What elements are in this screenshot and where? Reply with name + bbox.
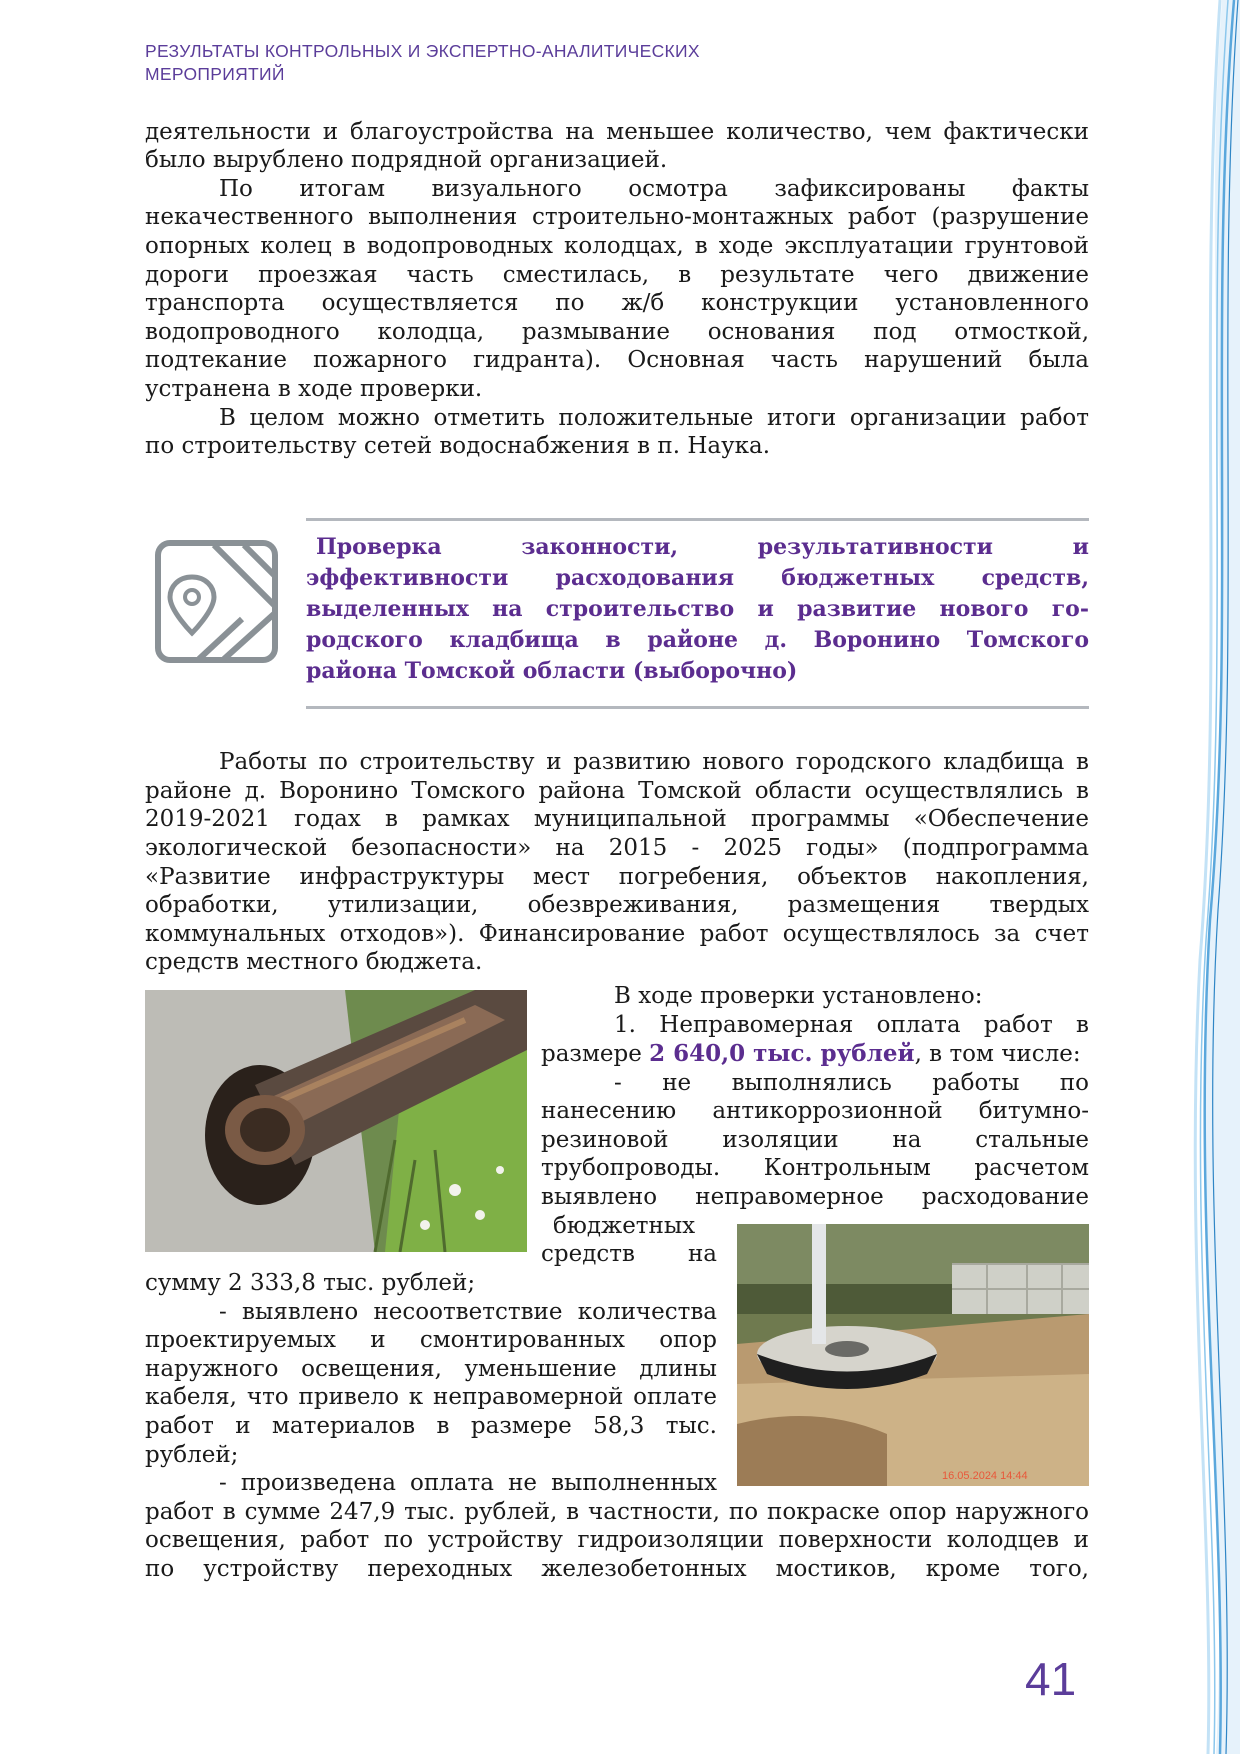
text-line: сумму 2 333,8 тыс. рублей; (145, 1270, 476, 1296)
text-line: коммунальных отходов»). Финансирование работ осуществлялось за счет (145, 921, 1089, 947)
text-line: устранена в ходе проверки. (145, 376, 483, 402)
photo-concrete-well-image (737, 1224, 1089, 1486)
text-line: В целом можно отметить положительные итоги организации работ (219, 405, 1089, 431)
text-line: дороги проезжая часть сместилась, в результате чего движение (145, 262, 1089, 288)
page-number: 41 (1025, 1653, 1077, 1705)
text-line: резиновой изоляции на стальные (541, 1127, 1089, 1153)
text-line: «Развитие инфраструктуры мест погребения, объектов накопления, (145, 864, 1089, 890)
header-line: МЕРОПРИЯТИЙ (145, 64, 285, 84)
section-rule-bottom (306, 706, 1089, 709)
text-line: освещения, работ по устройству гидроизоляции поверхности колодцев и (145, 1527, 1089, 1553)
text-line: бюджетных (553, 1213, 696, 1239)
section-rule-top (306, 518, 1089, 521)
text-line: трубопроводы. Контрольным расчетом (541, 1155, 1089, 1181)
text-line: работ и материалов в размере 58,3 тыс. (145, 1413, 717, 1439)
text-line: опорных колец в водопроводных колодцах, в ходе эксплуатации грунтовой (145, 233, 1089, 259)
photo-concrete-well (737, 1224, 1089, 1486)
text-line: нанесению антикоррозионной битумно- (541, 1098, 1089, 1124)
header-line: РЕЗУЛЬТАТЫ КОНТРОЛЬНЫХ И ЭКСПЕРТНО-АНАЛИТИЧЕСКИХ (145, 41, 700, 61)
text-line: некачественного выполнения строительно-монтажных работ (разрушение (145, 204, 1089, 230)
section-title-line: Проверка законности, результативности и (316, 534, 1089, 560)
photo-exposed-pipe-image (145, 990, 527, 1252)
text-line: рублей; (145, 1442, 239, 1468)
text-line: деятельности и благоустройства на меньшее количество, чем фактически (145, 119, 1089, 145)
photo-date-stamp: 16.05.2024 14:44 (942, 1470, 1028, 1482)
map-location-icon (154, 539, 279, 664)
text-line: наружного освещения, уменьшение длины (145, 1356, 717, 1382)
running-header (145, 40, 845, 86)
text-line: 2019-2021 годах в рамках муниципальной программы «Обеспечение (145, 806, 1089, 832)
text-line: - не выполнялись работы по (614, 1070, 1089, 1096)
text-fragment: размере (541, 1041, 650, 1067)
text-line: экологической безопасности» на 2015 - 2025 годы» (подпрограмма (145, 835, 1089, 861)
text-line: 1. Неправомерная оплата работ в (614, 1012, 1089, 1038)
section-title-line: родского кладбища в районе д. Воронино Томского (306, 627, 1089, 653)
text-line: по устройству переходных железобетонных мостиков, кроме того, (145, 1556, 1089, 1582)
text-line: было вырублено подрядной организацией. (145, 147, 668, 173)
text-fragment: , в том числе: (914, 1041, 1081, 1067)
text-line: проектируемых и смонтированных опор (145, 1327, 717, 1353)
text-line: выявлено неправомерное расходование (541, 1184, 1089, 1210)
text-line: средств на (541, 1241, 717, 1267)
highlighted-amount: 2 640,0 тыс. рублей (649, 1040, 915, 1067)
decorative-wave-border (1160, 0, 1240, 1754)
text-line: Работы по строительству и развитию нового городского кладбища в (219, 749, 1089, 775)
text-line: по строительству сетей водоснабжения в п. Наука. (145, 433, 771, 459)
section-title-line: района Томской области (выборочно) (306, 658, 798, 684)
section-title-line: эффективности расходования бюджетных средств, (306, 565, 1089, 591)
text-line: В ходе проверки установлено: (614, 983, 983, 1009)
photo-exposed-pipe (145, 990, 527, 1252)
text-line: водопроводного колодца, размывание основания под отмосткой, (145, 319, 1089, 345)
text-line: работ в сумме 247,9 тыс. рублей, в частности, по покраске опор наружного (145, 1499, 1089, 1525)
section-title-line: выделенных на строительство и развитие нового го- (306, 596, 1089, 622)
text-line: кабеля, что привело к неправомерной оплате (145, 1384, 717, 1410)
text-line: - выявлено несоответствие количества (219, 1299, 717, 1325)
text-line: транспорта осуществляется по ж/б конструкции установленного (145, 290, 1089, 316)
text-line: районе д. Воронино Томского района Томской области осуществлялись в (145, 778, 1089, 804)
text-line (541, 1040, 1089, 1069)
text-line: средств местного бюджета. (145, 949, 483, 975)
text-line: По итогам визуального осмотра зафиксированы факты (219, 176, 1089, 202)
text-line: - произведена оплата не выполненных (219, 1470, 717, 1496)
text-line: обработки, утилизации, обезвреживания, размещения твердых (145, 892, 1089, 918)
section-title (306, 532, 1089, 687)
text-line: подтекание пожарного гидранта). Основная часть нарушений была (145, 347, 1089, 373)
